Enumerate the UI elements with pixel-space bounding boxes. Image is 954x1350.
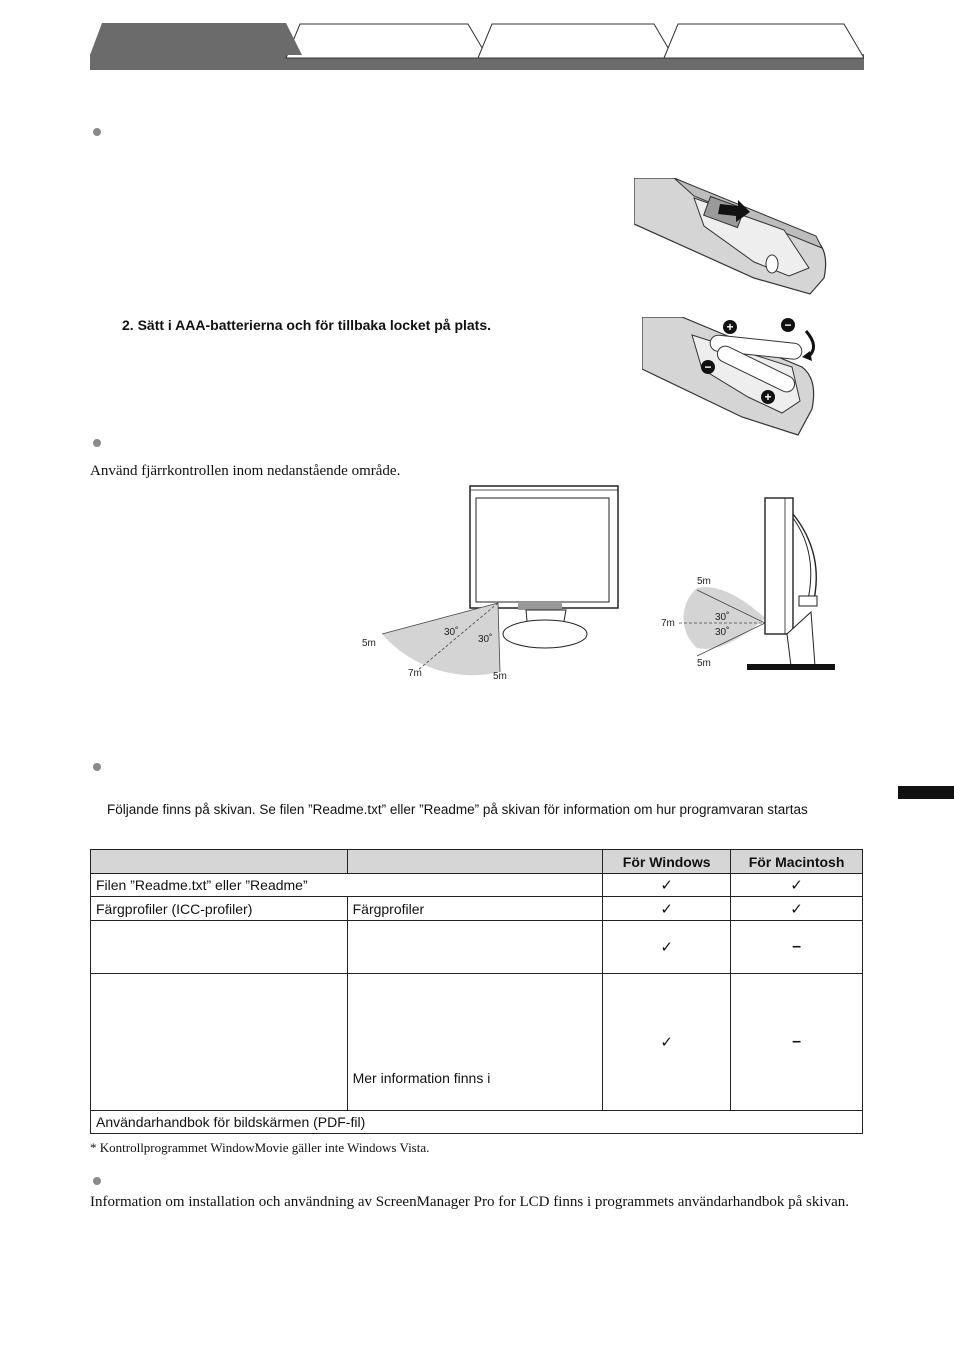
- table-cell: Färgprofiler: [347, 897, 603, 921]
- plus-icon: +: [764, 390, 772, 404]
- column-header: För Macintosh: [731, 850, 863, 874]
- svg-text:30˚: 30˚: [715, 627, 730, 638]
- table-cell: Filen ”Readme.txt” eller ”Readme”: [91, 874, 603, 897]
- monitor-side-range-diagram: [655, 494, 845, 678]
- minus-icon: −: [704, 360, 712, 374]
- table-row: [91, 921, 863, 974]
- svg-text:7m: 7m: [408, 668, 422, 679]
- svg-text:5m: 5m: [697, 576, 711, 587]
- remote-insert-batteries-illustration: [642, 317, 817, 439]
- column-header: [91, 850, 348, 874]
- table-cell: [91, 921, 348, 974]
- table-header-row: [91, 850, 863, 874]
- disc-contents-table: [90, 849, 863, 1134]
- svg-text:30˚: 30˚: [444, 627, 459, 638]
- check-icon: ✓: [603, 921, 731, 974]
- disc-intro: Följande finns på skivan. Se filen ”Readme.txt” eller ”Readme” på skivan för information om hur programvaran startas: [107, 802, 808, 817]
- check-icon: ✓: [603, 897, 731, 921]
- dash-icon: –: [731, 921, 863, 974]
- minus-icon: −: [784, 318, 792, 332]
- check-icon: ✓: [603, 874, 731, 897]
- column-header: För Windows: [603, 850, 731, 874]
- table-row: [91, 874, 863, 897]
- battery-step-2: 2. Sätt i AAA-batterierna och för tillbaka locket på plats.: [122, 317, 492, 333]
- header-tab-bar: [90, 22, 864, 70]
- table-cell: Mer information finns i: [347, 974, 603, 1111]
- screenmanager-info: Information om installation och användning av ScreenManager Pro for LCD finns i programmets användarhandbok på skivan.: [90, 1194, 849, 1210]
- table-cell: [347, 921, 603, 974]
- svg-text:30˚: 30˚: [715, 612, 730, 623]
- svg-text:5m: 5m: [362, 638, 376, 649]
- table-cell: Användarhandbok för bildskärmen (PDF-fil): [91, 1111, 863, 1134]
- check-icon: ✓: [603, 974, 731, 1111]
- table-cell: Färgprofiler (ICC-profiler): [91, 897, 348, 921]
- section-bullet: [93, 128, 101, 136]
- svg-text:30˚: 30˚: [478, 634, 493, 645]
- section-bullet: [93, 1177, 101, 1185]
- section-bullet: [93, 763, 101, 771]
- plus-icon: +: [726, 320, 734, 334]
- svg-text:5m: 5m: [493, 671, 507, 682]
- svg-text:7m: 7m: [661, 618, 675, 629]
- dash-icon: –: [731, 974, 863, 1111]
- table-row: [91, 1111, 863, 1134]
- range-intro: Använd fjärrkontrollen inom nedanstående område.: [90, 463, 401, 479]
- check-icon: ✓: [731, 897, 863, 921]
- table-footnote: * Kontrollprogrammet WindowMovie gäller inte Windows Vista.: [90, 1140, 430, 1155]
- table-row: [91, 897, 863, 921]
- check-icon: ✓: [731, 874, 863, 897]
- chapter-marker: [898, 786, 954, 799]
- table-cell: [91, 974, 348, 1111]
- table-row: [91, 974, 863, 1111]
- monitor-front-range-diagram: [358, 484, 630, 684]
- remote-open-cover-illustration: [634, 178, 834, 298]
- section-bullet: [93, 439, 101, 447]
- svg-text:5m: 5m: [697, 658, 711, 669]
- column-header: [347, 850, 603, 874]
